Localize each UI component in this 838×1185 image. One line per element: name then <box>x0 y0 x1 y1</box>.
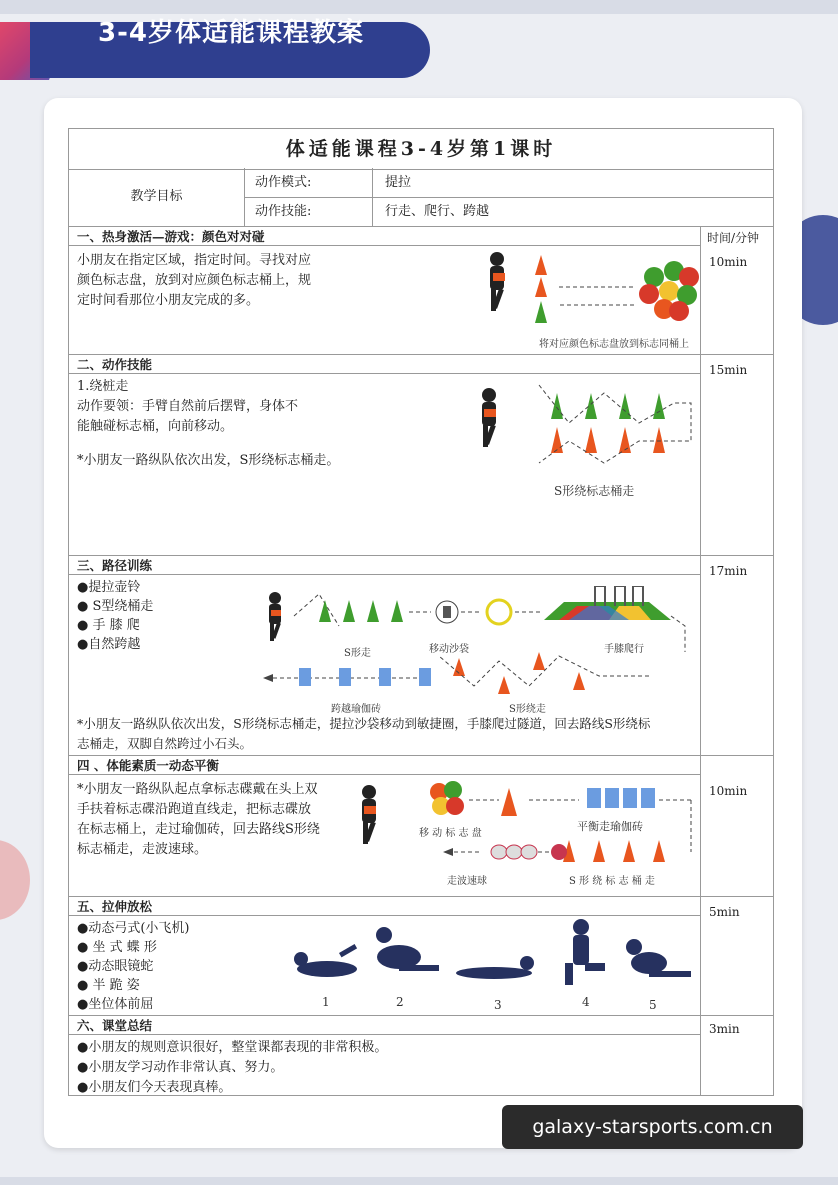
text-line: 1.绕桩走 <box>77 379 129 394</box>
text-line: ● 坐 式 蝶 形 <box>77 940 157 955</box>
time-column <box>700 556 773 755</box>
objective-value: 行走、爬行、跨越 <box>385 204 490 219</box>
decoration-circle-left <box>0 840 30 920</box>
section-heading: 二、动作技能 <box>69 355 700 374</box>
section-warmup <box>68 227 774 355</box>
objective-value: 提拉 <box>385 175 412 190</box>
text-line: ●动态弓式(小飞机) <box>77 921 190 936</box>
text-line: 动作要领：手臂自然前后摆臂，身体不 <box>77 399 299 414</box>
section-time: 17min <box>709 564 748 578</box>
pose-figure <box>565 919 605 985</box>
text-line: 小朋友在指定区域，指定时间。寻找对应 <box>77 253 312 268</box>
section-text <box>77 1038 387 1098</box>
text-line <box>77 437 339 451</box>
objective-row <box>245 197 773 226</box>
objective-row <box>245 168 773 198</box>
section-text <box>77 578 153 654</box>
lesson-title: 体适能课程3-4岁第1课时 <box>68 128 774 170</box>
pose-number: 4 <box>582 995 590 1009</box>
illustration-caption: 跨越瑜伽砖 <box>331 704 381 715</box>
pose-figure <box>376 927 439 971</box>
text-line: ●自然跨越 <box>77 637 141 652</box>
objective-label: 教学目标 <box>69 168 245 226</box>
section-time: 10min <box>709 255 748 269</box>
illustration-caption: 走波速球 <box>447 876 487 887</box>
text-line: ●小朋友的规则意识很好，整堂课都表现的非常积极。 <box>77 1040 388 1055</box>
text-line: 颜色标志盘，放到对应颜色标志桶上，规 <box>77 273 312 288</box>
section-heading: 一、热身激活—游戏：颜色对对碰 <box>69 227 700 246</box>
section-balance <box>68 756 774 897</box>
text-line: 志桶走，双脚自然跨过小石头。 <box>77 736 253 751</box>
section-stretch <box>68 897 774 1016</box>
section-heading: 三、路径训练 <box>69 556 700 575</box>
time-column <box>700 227 773 354</box>
text-line: ●坐位体前屈 <box>77 997 154 1012</box>
objective-key: 动作模式: <box>245 168 373 197</box>
time-column <box>700 756 773 896</box>
pose-figure <box>626 939 691 977</box>
time-column <box>700 355 773 555</box>
objective-key: 动作技能: <box>245 197 373 226</box>
text-line: *小朋友一路纵队起点拿标志碟戴在头上双 <box>77 782 318 797</box>
illustration-caption: S 形 绕 标 志 桶 走 <box>569 876 655 887</box>
section-time: 10min <box>709 784 748 798</box>
text-line: 在标志桶上，走过瑜伽砖，回去路线S形绕 <box>77 822 320 837</box>
text-line: *小朋友一路纵队依次出发，S形绕标志桶走，提拉沙袋移动到敏捷圈，手膝爬过隧道，回去路线S形绕标 <box>77 716 651 731</box>
illustration-caption: 平衡走瑜伽砖 <box>577 820 643 833</box>
section-route <box>68 556 774 756</box>
illustration-caption: 移动沙袋 <box>429 644 469 655</box>
illustration-caption: S形走 <box>344 648 371 659</box>
time-column <box>700 897 773 1015</box>
pose-number: 1 <box>322 995 330 1009</box>
skill-illustration <box>469 383 699 483</box>
text-line: ● S型绕桶走 <box>77 599 154 614</box>
watermark-badge <box>502 1105 803 1149</box>
stretch-illustration <box>289 917 699 997</box>
illustration-caption: 移 动 标 志 盘 <box>419 828 482 839</box>
lesson-plan-table <box>68 128 774 1096</box>
bottom-strip <box>0 1177 838 1185</box>
section-text <box>77 251 311 311</box>
illustration-caption: S形绕走 <box>509 704 546 715</box>
time-column <box>700 1016 773 1095</box>
child-figure <box>482 388 496 447</box>
section-time: 3min <box>709 1022 740 1036</box>
warmup-illustration <box>479 249 704 349</box>
child-figure <box>269 592 281 641</box>
text-line: 手扶着标志碟沿跑道直线走，把标志碟放 <box>77 802 312 817</box>
section-text <box>77 780 320 860</box>
section-text <box>77 377 339 471</box>
pose-number: 2 <box>396 995 404 1009</box>
text-line: ●小朋友学习动作非常认真、努力。 <box>77 1060 284 1075</box>
pose-figure <box>456 956 534 979</box>
child-figure <box>490 252 504 311</box>
page-title: 3-4岁体适能课程教案 <box>98 18 364 48</box>
text-line: *小朋友一路纵队依次出发，S形绕标志桶走。 <box>77 453 340 468</box>
text-line: 能触碰标志桶，向前移动。 <box>77 419 234 434</box>
section-heading: 五、拉伸放松 <box>69 897 700 916</box>
text-line: ●小朋友们今天表现真棒。 <box>77 1080 232 1095</box>
illustration-caption: 手膝爬行 <box>604 644 644 655</box>
text-line: ●动态眼镜蛇 <box>77 959 154 974</box>
section-text <box>77 919 190 1014</box>
section-heading: 四 、体能素质一动态平衡 <box>69 756 700 775</box>
time-header: 时间/分钟 <box>707 231 760 245</box>
section-time: 5min <box>709 905 740 919</box>
section-summary <box>68 1016 774 1096</box>
text-line: ● 手 膝 爬 <box>77 618 140 633</box>
section-note <box>77 714 650 754</box>
child-figure <box>362 785 376 844</box>
watermark-text: galaxy-starsports.com.cn <box>532 1116 773 1138</box>
text-line: ● 半 跪 姿 <box>77 978 140 993</box>
illustration-caption: S形绕标志桶走 <box>554 484 635 498</box>
section-heading: 六、课堂总结 <box>69 1016 700 1035</box>
objective-block <box>68 168 774 227</box>
section-skill <box>68 355 774 556</box>
text-line: 定时间看那位小朋友完成的多。 <box>77 293 260 308</box>
pose-number: 5 <box>649 998 657 1012</box>
text-line: 标志桶走，走波速球。 <box>77 842 208 857</box>
illustration-caption: 将对应颜色标志盘放到标志同桶上 <box>539 339 689 350</box>
pose-figure <box>294 944 357 977</box>
section-time: 15min <box>709 363 748 377</box>
pose-number: 3 <box>494 998 502 1012</box>
text-line: ●提拉壶铃 <box>77 580 141 595</box>
